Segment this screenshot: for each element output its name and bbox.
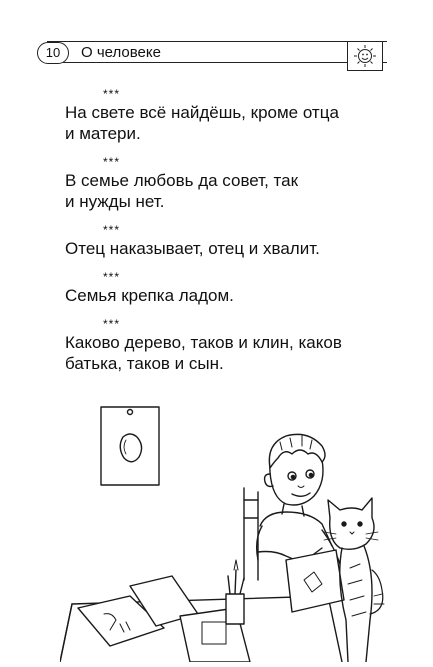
section-title: О человеке — [81, 44, 161, 61]
page-number: 10 — [37, 42, 69, 64]
proverb-item — [65, 269, 385, 306]
boy-drawing-with-cat-icon — [60, 400, 390, 662]
proverb-line: батька, таков и сын. — [65, 354, 224, 373]
proverb-item — [65, 222, 385, 259]
proverb-line: и матери. — [65, 124, 141, 143]
proverb-line: Семья крепка ладом. — [65, 286, 234, 305]
page-header — [37, 41, 383, 66]
proverb-line: На свете всё найдёшь, кроме отца — [65, 103, 339, 122]
proverb-divider: *** — [103, 223, 121, 237]
proverbs-list — [65, 86, 385, 384]
proverb-item — [65, 86, 385, 144]
proverb-item — [65, 154, 385, 212]
proverb-divider: *** — [103, 317, 121, 331]
proverb-item — [65, 316, 385, 374]
proverb-divider: *** — [103, 155, 121, 169]
smiling-sun-icon — [347, 41, 383, 71]
proverb-line: Каково дерево, таков и клин, каков — [65, 333, 342, 352]
proverb-line: и нужды нет. — [65, 192, 165, 211]
proverb-line: Отец наказывает, отец и хвалит. — [65, 239, 320, 258]
proverb-line: В семье любовь да совет, так — [65, 171, 299, 190]
proverb-divider: *** — [103, 87, 121, 101]
proverb-divider: *** — [103, 270, 121, 284]
